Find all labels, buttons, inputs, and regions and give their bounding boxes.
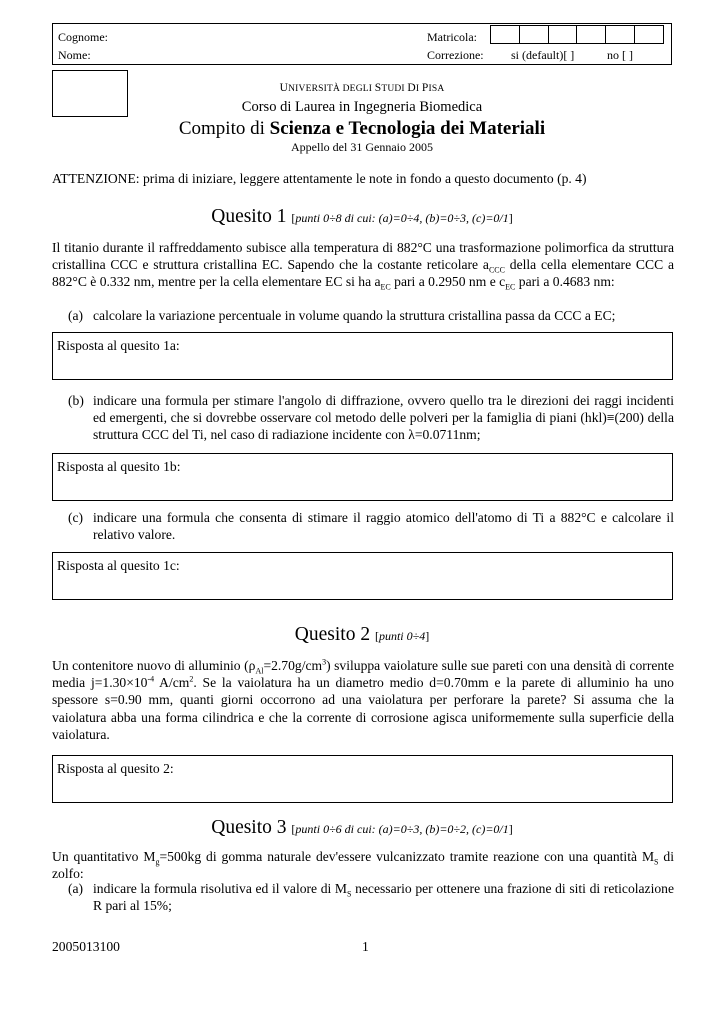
- question-2-title: Quesito 2 [punti 0÷4]: [294, 624, 430, 645]
- document-code: 2005013100: [52, 939, 120, 954]
- question-3-label: Quesito 3: [211, 817, 287, 838]
- answer-1a-label: Risposta al quesito 1a:: [57, 338, 180, 353]
- answer-box-1a[interactable]: [52, 332, 673, 380]
- answer-box-1b[interactable]: [52, 453, 673, 501]
- cognome-label: Cognome:: [58, 30, 108, 44]
- answer-1b-label: Risposta al quesito 1b:: [57, 459, 181, 474]
- title-prefix: Compito di: [178, 118, 270, 139]
- university-word: STUDI: [374, 82, 405, 94]
- answer-box-2[interactable]: [52, 755, 673, 803]
- university-word: UNIVERSITÀ: [279, 82, 341, 94]
- matricola-cell[interactable]: [491, 25, 520, 44]
- answer-box-1c[interactable]: [52, 552, 673, 600]
- university-name: [52, 80, 672, 98]
- question-2-label: Quesito 2: [294, 624, 371, 645]
- attention-note: ATTENZIONE: prima di iniziare, leggere attentamente le note in fondo a questo documento (p. 4): [52, 171, 587, 186]
- nome-label: Nome:: [58, 48, 91, 62]
- student-info-box: [52, 23, 672, 65]
- matricola-cell[interactable]: [606, 25, 635, 44]
- question-1-title: Quesito 1 [punti 0÷8 di cui: (a)=0÷4, (b)=0÷3, (c)=0/1]: [211, 206, 513, 227]
- exam-title: [52, 117, 672, 141]
- question-3-text: Un quantitativo $M_g=500kg$ di gomma naturale dev'essere vulcanizzato tramite reazione con una quantità $M_S$ di zolfo:: [52, 849, 674, 882]
- university-word: DEGLI: [342, 84, 373, 94]
- course-name: Corso di Laurea in Ingegneria Biomedica: [241, 99, 483, 115]
- question-2-points: punti 0÷4: [378, 629, 426, 643]
- question-3-points: punti 0÷6 di cui: (a)=0÷3, (b)=0÷2, (c)=0/1: [295, 822, 509, 836]
- page-number: 1: [362, 939, 369, 954]
- university-word: DI: [407, 82, 420, 94]
- question-1-label: Quesito 1: [211, 206, 287, 227]
- answer-2-label: Risposta al quesito 2:: [57, 761, 174, 776]
- correzione-label: Correzione:: [427, 48, 484, 62]
- matricola-grid[interactable]: [490, 25, 664, 44]
- exam-date: Appello del 31 Gennaio 2005: [291, 140, 433, 154]
- question-3-title: Quesito 3 [punti 0÷6 di cui: (a)=0÷3, (b)=0÷2, (c)=0/1]: [211, 817, 513, 838]
- university-word: PISA: [421, 82, 445, 94]
- matricola-cell[interactable]: [635, 25, 664, 44]
- matricola-cell[interactable]: [520, 25, 549, 44]
- matricola-label: Matricola:: [427, 30, 477, 44]
- answer-1c-label: Risposta al quesito 1c:: [57, 558, 180, 573]
- correzione-no-option[interactable]: no [ ]: [607, 48, 633, 62]
- question-2-text: Un contenitore nuovo di alluminio $(\rho_{Al}=2.70g/cm^3)$ sviluppa vaiolature sulle sue pareti con una densità di corrente media $j=1.30\times 10^{-4}$ $A/cm^2$. Se la vaiolatura ha un diametro medio d=0.70mm e la parete di alluminio ha uno spessore s=0.90 mm, quanti giorni occorrono ad una vaiolatura per perforare la parete? Si assuma che la vaiolatura abba una forma cilindrica e che la corrente di corrosione agisca uniformemente sulla superficie della vaiolatura.: [52, 657, 674, 742]
- title-subject: Scienza e Tecnologia dei Materiali: [269, 118, 546, 139]
- question-1-points: punti 0÷8 di cui: (a)=0÷4, (b)=0÷3, (c)=0/1: [295, 211, 509, 225]
- correzione-si-option[interactable]: si (default)[ ]: [511, 48, 575, 62]
- matricola-cell[interactable]: [577, 25, 606, 44]
- question-1-intro: Il titanio durante il raffreddamento subisce alla temperatura di 882°C una trasformazione polimorfica da struttura cristallina CCC e struttura cristallina EC. Sapendo che la costante reticolare $a_{CCC}$ della cella elementare CCC a 882°C è 0.332 nm, mentre per la cella elementare EC si ha $a_{EC}$ pari a 0.2950 nm e $c_{EC}$ pari a 0.4683 nm:: [52, 240, 674, 293]
- matricola-cell[interactable]: [549, 25, 578, 44]
